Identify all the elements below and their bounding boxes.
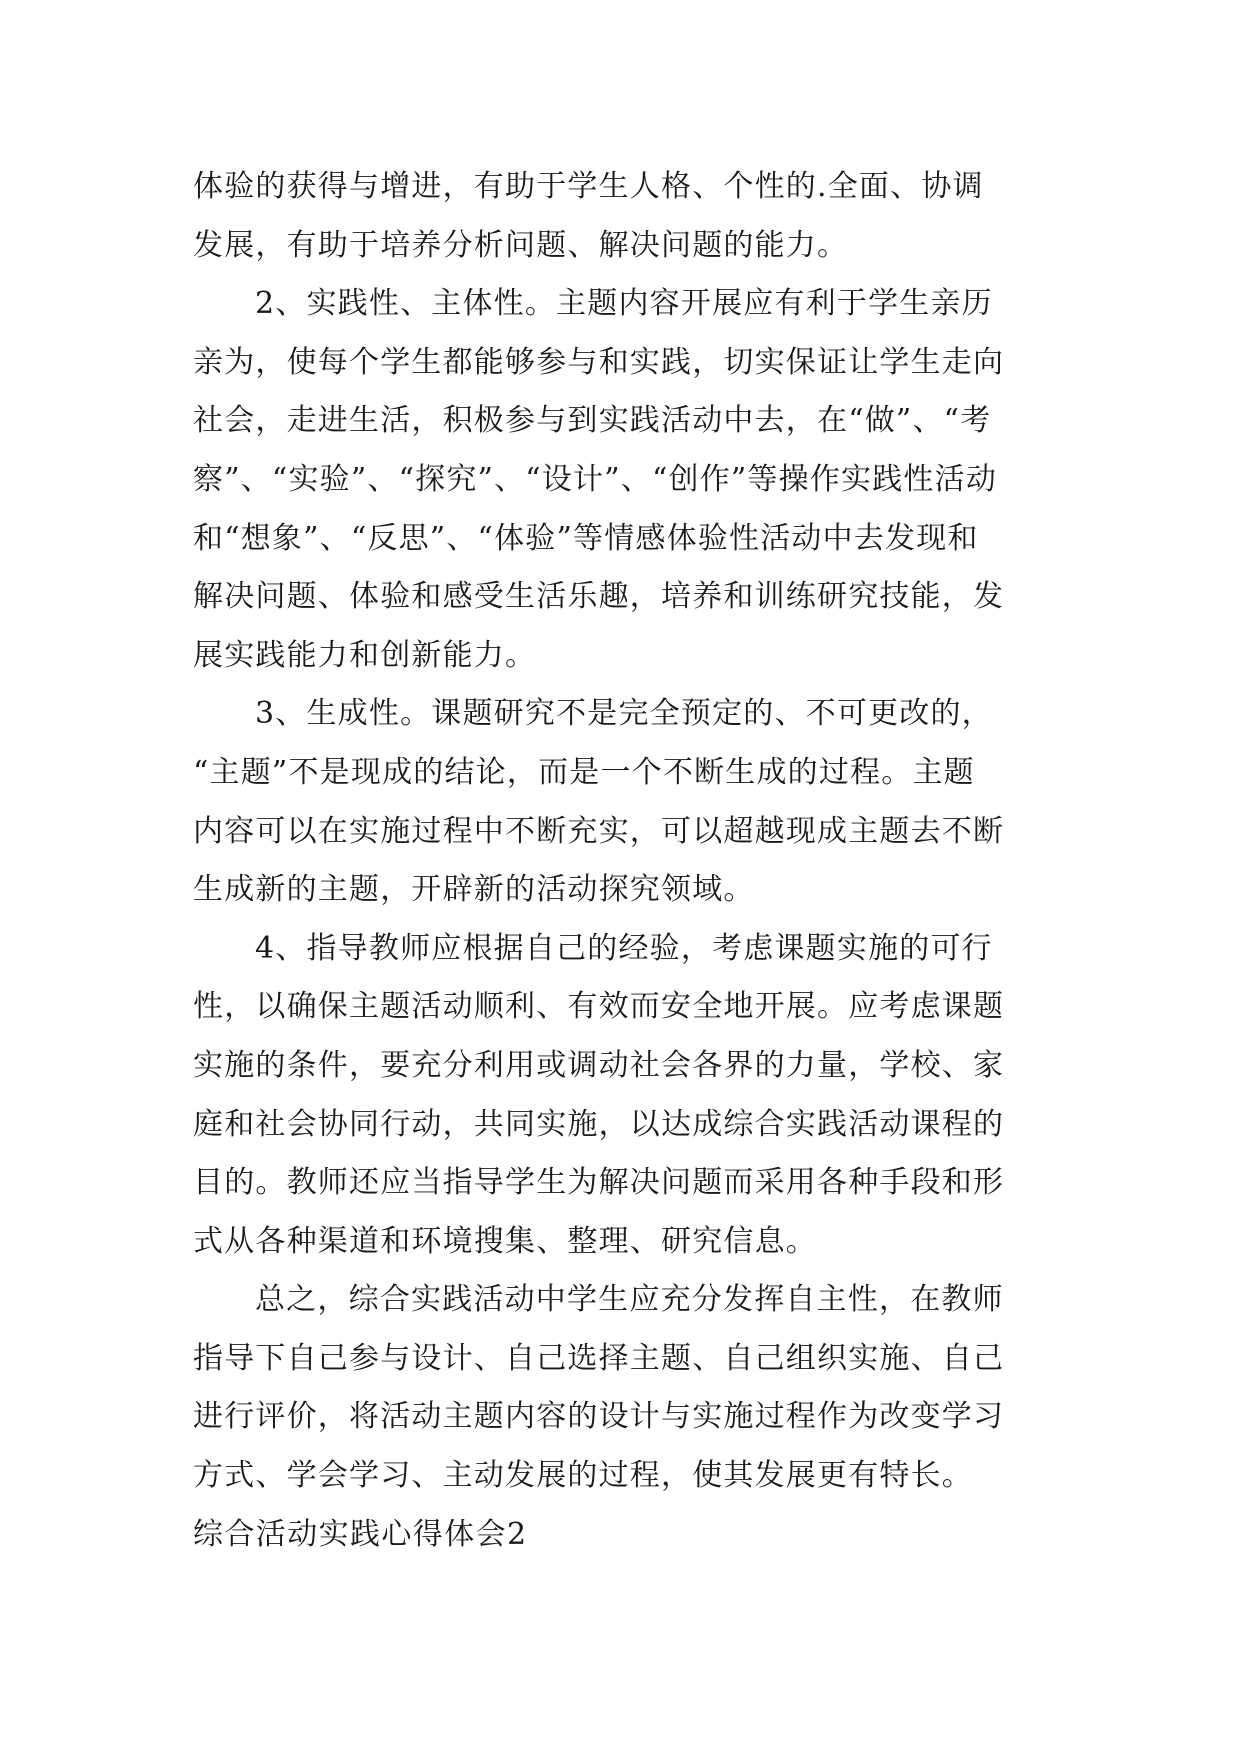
paragraph-1 xyxy=(193,158,1061,275)
text-line: 和“想象”、“反思”、“体验”等情感体验性活动中去发现和 xyxy=(193,520,979,556)
text-line: 亲为，使每个学生都能够参与和实践，切实保证让学生走向 xyxy=(193,344,1005,380)
text-line: 指导下自己参与设计、自己选择主题、自己组织实施、自己 xyxy=(193,1340,1005,1376)
text-line: 发展，有助于培养分析问题、解决问题的能力。 xyxy=(193,227,849,263)
text-line: 方式、学会学习、主动发展的过程，使其发展更有特长。 xyxy=(193,1458,973,1494)
text-line: 性，以确保主题活动顺利、有效而安全地开展。应考虑课题 xyxy=(193,989,1005,1025)
text-line: 式从各种渠道和环境搜集、整理、研究信息。 xyxy=(193,1223,817,1259)
text-line: 察”、“实验”、“探究”、“设计”、“创作”等操作实践性活动 xyxy=(193,461,998,497)
text-line: 总之，综合实践活动中学生应充分发挥自主性，在教师 xyxy=(255,1282,1004,1318)
text-line: 2、实践性、主体性。主题内容开展应有利于学生亲历 xyxy=(255,286,993,322)
text-line: 进行评价，将活动主题内容的设计与实施过程作为改变学习 xyxy=(193,1399,1005,1435)
text-line: 3、生成性。课题研究不是完全预定的、不可更改的， xyxy=(255,696,993,732)
text-line: 展实践能力和创新能力。 xyxy=(193,637,537,673)
text-line: 社会，走进生活，积极参与到实践活动中去，在“做”、“考 xyxy=(193,403,992,439)
text-line: 庭和社会协同行动，共同实施，以达成综合实践活动课程的 xyxy=(193,1106,1005,1142)
document-body xyxy=(193,158,1061,1564)
paragraph-3 xyxy=(193,685,1061,919)
text-line: 4、指导教师应根据自己的经验，考虑课题实施的可行 xyxy=(255,930,993,966)
paragraph-2 xyxy=(193,275,1061,685)
text-line: 解决问题、体验和感受生活乐趣，培养和训练研究技能，发 xyxy=(193,579,1005,615)
text-line: 实施的条件，要充分利用或调动社会各界的力量，学校、家 xyxy=(193,1047,1005,1083)
text-line: 生成新的主题，开辟新的活动探究领域。 xyxy=(193,872,755,908)
paragraph-5 xyxy=(193,1271,1061,1505)
section-heading: 综合活动实践心得体会2 xyxy=(193,1516,528,1552)
paragraph-4 xyxy=(193,920,1061,1272)
text-line: 内容可以在实施过程中不断充实，可以超越现成主题去不断 xyxy=(193,813,1005,849)
text-line: “主题”不是现成的结论，而是一个不断生成的过程。主题 xyxy=(193,754,975,790)
text-line: 体验的获得与增进，有助于学生人格、个性的.全面、协调 xyxy=(193,169,984,204)
text-line: 目的。教师还应当指导学生为解决问题而采用各种手段和形 xyxy=(193,1165,1005,1201)
